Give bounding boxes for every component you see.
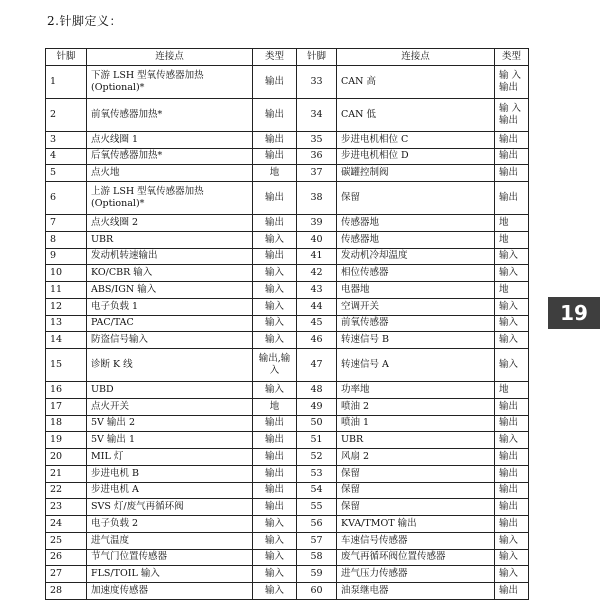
- pin-type-cell: 输出: [495, 398, 529, 415]
- table-row: [46, 215, 529, 232]
- pin-type-cell: 输出: [253, 215, 297, 232]
- pin-type-cell: 输入: [253, 332, 297, 349]
- table-row: [46, 549, 529, 566]
- connection-point-cell: 点火线圈 2: [87, 215, 253, 232]
- pin-number-cell: 37: [297, 165, 337, 182]
- pin-number-cell: 8: [46, 231, 87, 248]
- connection-point-cell: 上游 LSH 型氧传感器加热(Optional)*: [87, 182, 253, 215]
- table-row: [46, 248, 529, 265]
- table-row: [46, 182, 529, 215]
- connection-point-cell: 功率地: [337, 382, 495, 399]
- connection-point-cell: 废气再循环阀位置传感器: [337, 549, 495, 566]
- pin-type-cell: 地: [253, 165, 297, 182]
- header-connection-1: 连接点: [87, 49, 253, 66]
- pin-type-cell: 输出: [253, 415, 297, 432]
- pin-type-cell: 输入: [495, 332, 529, 349]
- pin-number-cell: 17: [46, 398, 87, 415]
- pin-number-cell: 11: [46, 282, 87, 299]
- table-row: [46, 265, 529, 282]
- pin-number-cell: 4: [46, 148, 87, 165]
- connection-point-cell: FLS/TOIL 输入: [87, 566, 253, 583]
- connection-point-cell: 油泵继电器: [337, 583, 495, 600]
- pin-number-cell: 56: [297, 516, 337, 533]
- pin-number-cell: 49: [297, 398, 337, 415]
- pin-type-cell: 地: [495, 282, 529, 299]
- connection-point-cell: 步进电机 A: [87, 482, 253, 499]
- pin-type-cell: 输出: [253, 465, 297, 482]
- table-row: [46, 131, 529, 148]
- table-row: [46, 532, 529, 549]
- pin-number-cell: 47: [297, 349, 337, 382]
- header-connection-2: 连接点: [337, 49, 495, 66]
- table-row: [46, 449, 529, 466]
- pin-type-cell: 输入: [253, 566, 297, 583]
- table-row: [46, 482, 529, 499]
- pin-type-cell: 输入: [253, 382, 297, 399]
- pin-number-cell: 52: [297, 449, 337, 466]
- connection-point-cell: UBD: [87, 382, 253, 399]
- table-row: [46, 282, 529, 299]
- connection-point-cell: SVS 灯/废气再循环阀: [87, 499, 253, 516]
- pin-type-cell: 输出,输入: [253, 349, 297, 382]
- pin-number-cell: 50: [297, 415, 337, 432]
- connection-point-cell: 点火线圈 1: [87, 131, 253, 148]
- pin-number-cell: 44: [297, 298, 337, 315]
- pin-number-cell: 40: [297, 231, 337, 248]
- connection-point-cell: 传感器地: [337, 215, 495, 232]
- pin-type-cell: 输入: [495, 566, 529, 583]
- connection-point-cell: 5V 输出 2: [87, 415, 253, 432]
- pin-type-cell: 地: [495, 215, 529, 232]
- connection-point-cell: 保留: [337, 499, 495, 516]
- pin-type-cell: 输出: [253, 182, 297, 215]
- pin-type-cell: 输入: [495, 349, 529, 382]
- pin-number-cell: 1: [46, 65, 87, 98]
- pin-type-cell: 输入: [253, 231, 297, 248]
- connection-point-cell: PAC/TAC: [87, 315, 253, 332]
- connection-point-cell: 风扇 2: [337, 449, 495, 466]
- pin-type-cell: 输出: [253, 499, 297, 516]
- pin-number-cell: 51: [297, 432, 337, 449]
- pin-number-cell: 39: [297, 215, 337, 232]
- section-title: 2.针脚定义：: [47, 14, 122, 28]
- connection-point-cell: 节气门位置传感器: [87, 549, 253, 566]
- pin-number-cell: 45: [297, 315, 337, 332]
- connection-point-cell: 转速信号 A: [337, 349, 495, 382]
- pin-number-cell: 25: [46, 532, 87, 549]
- pin-type-cell: 输出: [495, 449, 529, 466]
- connection-point-cell: 后氧传感器加热*: [87, 148, 253, 165]
- pin-number-cell: 12: [46, 298, 87, 315]
- table-header-row: [46, 49, 529, 66]
- pin-number-cell: 16: [46, 382, 87, 399]
- table-row: [46, 349, 529, 382]
- connection-point-cell: ABS/IGN 输入: [87, 282, 253, 299]
- connection-point-cell: 诊断 K 线: [87, 349, 253, 382]
- pin-number-cell: 58: [297, 549, 337, 566]
- page-number-badge: 19: [548, 297, 600, 329]
- table-row: [46, 398, 529, 415]
- pin-type-cell: 地: [495, 382, 529, 399]
- connection-point-cell: MIL 灯: [87, 449, 253, 466]
- pin-type-cell: 输出: [253, 148, 297, 165]
- table-body: [46, 65, 529, 599]
- pin-definition-table: [45, 48, 529, 600]
- pin-number-cell: 23: [46, 499, 87, 516]
- pin-type-cell: 输入: [253, 532, 297, 549]
- connection-point-cell: 相位传感器: [337, 265, 495, 282]
- table-row: [46, 315, 529, 332]
- table-row: [46, 165, 529, 182]
- connection-point-cell: 前氧传感器: [337, 315, 495, 332]
- pin-type-cell: 输入: [495, 432, 529, 449]
- connection-point-cell: 点火开关: [87, 398, 253, 415]
- connection-point-cell: 碳罐控制阀: [337, 165, 495, 182]
- connection-point-cell: 点火地: [87, 165, 253, 182]
- connection-point-cell: 进气压力传感器: [337, 566, 495, 583]
- pin-type-cell: 输出: [253, 131, 297, 148]
- pin-type-cell: 输出: [495, 465, 529, 482]
- pin-number-cell: 46: [297, 332, 337, 349]
- pin-number-cell: 7: [46, 215, 87, 232]
- header-pin-1: 针脚: [46, 49, 87, 66]
- pin-type-cell: 输出: [495, 165, 529, 182]
- pin-type-cell: 输出: [495, 148, 529, 165]
- table-row: [46, 332, 529, 349]
- connection-point-cell: 发动机冷却温度: [337, 248, 495, 265]
- pin-number-cell: 6: [46, 182, 87, 215]
- pin-number-cell: 22: [46, 482, 87, 499]
- pin-number-cell: 14: [46, 332, 87, 349]
- table-row: [46, 415, 529, 432]
- pin-type-cell: 输出: [495, 415, 529, 432]
- pin-number-cell: 27: [46, 566, 87, 583]
- connection-point-cell: 下游 LSH 型氧传感器加热(Optional)*: [87, 65, 253, 98]
- pin-number-cell: 43: [297, 282, 337, 299]
- connection-point-cell: 电子负载 1: [87, 298, 253, 315]
- pin-type-cell: 输出: [253, 248, 297, 265]
- table-row: [46, 465, 529, 482]
- connection-point-cell: 步进电机 B: [87, 465, 253, 482]
- pin-number-cell: 41: [297, 248, 337, 265]
- pin-number-cell: 28: [46, 583, 87, 600]
- pin-number-cell: 53: [297, 465, 337, 482]
- connection-point-cell: 喷油 1: [337, 415, 495, 432]
- table-row: [46, 231, 529, 248]
- connection-point-cell: 保留: [337, 182, 495, 215]
- pin-number-cell: 10: [46, 265, 87, 282]
- pin-number-cell: 21: [46, 465, 87, 482]
- table-row: [46, 583, 529, 600]
- connection-point-cell: 前氧传感器加热*: [87, 98, 253, 131]
- pin-type-cell: 输 入 输出: [495, 98, 529, 131]
- table-row: [46, 516, 529, 533]
- connection-point-cell: 步进电机相位 C: [337, 131, 495, 148]
- pin-number-cell: 9: [46, 248, 87, 265]
- table-row: [46, 566, 529, 583]
- pin-type-cell: 输 入 输出: [495, 65, 529, 98]
- pin-number-cell: 33: [297, 65, 337, 98]
- pin-type-cell: 输出: [253, 449, 297, 466]
- pin-number-cell: 5: [46, 165, 87, 182]
- connection-point-cell: 传感器地: [337, 231, 495, 248]
- table-row: [46, 382, 529, 399]
- table-row: [46, 298, 529, 315]
- pin-type-cell: 输入: [253, 298, 297, 315]
- pin-type-cell: 输入: [495, 532, 529, 549]
- pin-number-cell: 18: [46, 415, 87, 432]
- connection-point-cell: KO/CBR 输入: [87, 265, 253, 282]
- pin-type-cell: 输出: [253, 432, 297, 449]
- pin-number-cell: 36: [297, 148, 337, 165]
- pin-type-cell: 输出: [495, 182, 529, 215]
- pin-number-cell: 60: [297, 583, 337, 600]
- header-type-2: 类型: [495, 49, 529, 66]
- pin-number-cell: 3: [46, 131, 87, 148]
- connection-point-cell: UBR: [337, 432, 495, 449]
- pin-type-cell: 输入: [495, 298, 529, 315]
- pin-type-cell: 输入: [253, 516, 297, 533]
- pin-type-cell: 输入: [495, 248, 529, 265]
- pin-type-cell: 输出: [495, 499, 529, 516]
- table-row: [46, 432, 529, 449]
- pin-number-cell: 15: [46, 349, 87, 382]
- header-pin-2: 针脚: [297, 49, 337, 66]
- pin-number-cell: 35: [297, 131, 337, 148]
- connection-point-cell: 步进电机相位 D: [337, 148, 495, 165]
- connection-point-cell: CAN 低: [337, 98, 495, 131]
- connection-point-cell: 空调开关: [337, 298, 495, 315]
- connection-point-cell: 保留: [337, 482, 495, 499]
- pin-type-cell: 输入: [495, 549, 529, 566]
- pin-number-cell: 48: [297, 382, 337, 399]
- pin-number-cell: 13: [46, 315, 87, 332]
- pin-type-cell: 输出: [495, 583, 529, 600]
- pin-number-cell: 57: [297, 532, 337, 549]
- connection-point-cell: 加速度传感器: [87, 583, 253, 600]
- pin-number-cell: 42: [297, 265, 337, 282]
- connection-point-cell: 保留: [337, 465, 495, 482]
- connection-point-cell: 转速信号 B: [337, 332, 495, 349]
- pin-number-cell: 20: [46, 449, 87, 466]
- pin-type-cell: 输入: [253, 315, 297, 332]
- pin-type-cell: 输出: [495, 516, 529, 533]
- pin-type-cell: 输入: [253, 265, 297, 282]
- pin-type-cell: 输出: [495, 482, 529, 499]
- pin-type-cell: 输出: [253, 98, 297, 131]
- pin-number-cell: 26: [46, 549, 87, 566]
- connection-point-cell: 电器地: [337, 282, 495, 299]
- pin-number-cell: 19: [46, 432, 87, 449]
- pin-number-cell: 54: [297, 482, 337, 499]
- connection-point-cell: UBR: [87, 231, 253, 248]
- connection-point-cell: 进气温度: [87, 532, 253, 549]
- pin-number-cell: 34: [297, 98, 337, 131]
- table-row: [46, 499, 529, 516]
- table-row: [46, 65, 529, 98]
- pin-number-cell: 55: [297, 499, 337, 516]
- header-type-1: 类型: [253, 49, 297, 66]
- pin-number-cell: 59: [297, 566, 337, 583]
- connection-point-cell: 发动机转速输出: [87, 248, 253, 265]
- connection-point-cell: 电子负载 2: [87, 516, 253, 533]
- pin-type-cell: 地: [495, 231, 529, 248]
- pin-number-cell: 24: [46, 516, 87, 533]
- pin-type-cell: 输入: [495, 265, 529, 282]
- table-row: [46, 98, 529, 131]
- pin-type-cell: 输入: [253, 282, 297, 299]
- pin-type-cell: 地: [253, 398, 297, 415]
- table-row: [46, 148, 529, 165]
- pin-type-cell: 输入: [495, 315, 529, 332]
- pin-number-cell: 2: [46, 98, 87, 131]
- pin-type-cell: 输出: [495, 131, 529, 148]
- pin-number-cell: 38: [297, 182, 337, 215]
- connection-point-cell: 防盗信号输入: [87, 332, 253, 349]
- connection-point-cell: 喷油 2: [337, 398, 495, 415]
- pin-type-cell: 输出: [253, 482, 297, 499]
- pin-type-cell: 输出: [253, 65, 297, 98]
- pin-type-cell: 输入: [253, 549, 297, 566]
- connection-point-cell: KVA/TMOT 输出: [337, 516, 495, 533]
- connection-point-cell: CAN 高: [337, 65, 495, 98]
- connection-point-cell: 车速信号传感器: [337, 532, 495, 549]
- pin-type-cell: 输入: [253, 583, 297, 600]
- connection-point-cell: 5V 输出 1: [87, 432, 253, 449]
